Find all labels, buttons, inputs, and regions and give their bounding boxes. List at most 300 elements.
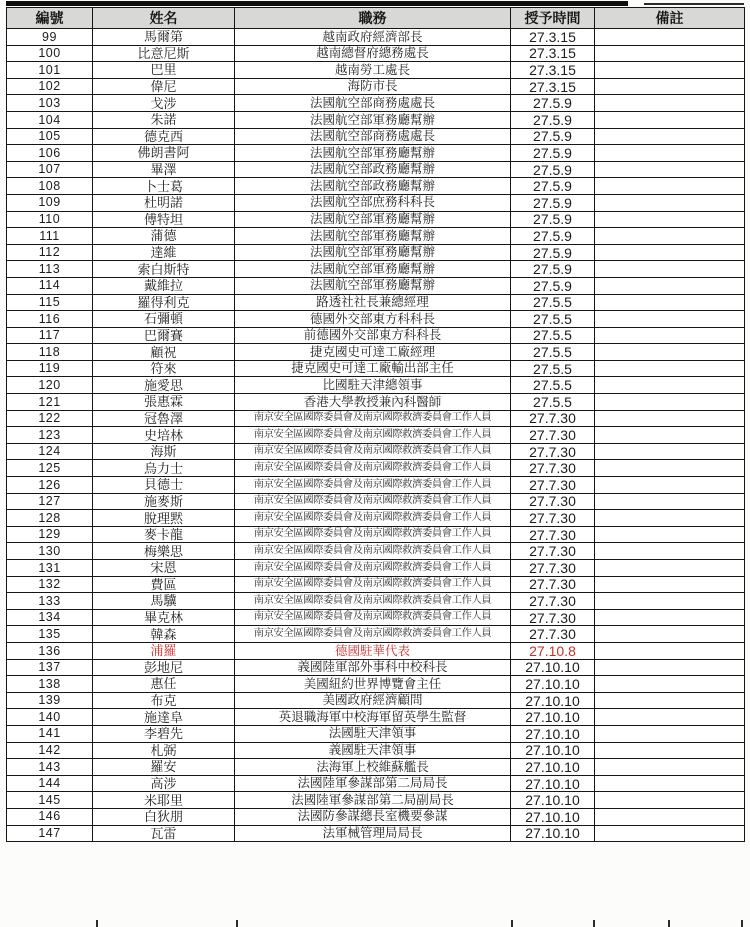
- row-position: 前德國外交部東方科科長: [235, 327, 511, 344]
- row-id: 103: [7, 95, 93, 112]
- row-name: 羅安: [93, 759, 235, 776]
- row-name: 脫理黙: [93, 510, 235, 527]
- row-date: 27.5.9: [511, 211, 595, 228]
- row-name: 羅得利克: [93, 294, 235, 311]
- row-id: 126: [7, 477, 93, 494]
- row-name: 烏力士: [93, 460, 235, 477]
- table-row: [7, 211, 745, 228]
- row-id: 109: [7, 194, 93, 211]
- row-id: 112: [7, 244, 93, 261]
- table-row: [7, 692, 745, 709]
- row-date: 27.5.5: [511, 344, 595, 361]
- row-date: 27.5.5: [511, 377, 595, 394]
- row-position: 南京安全區國際委員會及南京國際救濟委員會工作人員: [235, 626, 511, 643]
- table-row: [7, 62, 745, 79]
- scan-top-border-right: [644, 3, 744, 5]
- header-name: 姓名: [93, 8, 235, 29]
- row-note: [595, 377, 745, 394]
- row-id: 134: [7, 609, 93, 626]
- row-note: [595, 593, 745, 610]
- row-date: 27.7.30: [511, 493, 595, 510]
- table-row: [7, 642, 745, 659]
- row-name: 白狄朋: [93, 808, 235, 825]
- table-row: [7, 792, 745, 809]
- row-position: 越南政府經濟部長: [235, 29, 511, 46]
- row-position: 法國防參謀總長室機要參謀: [235, 808, 511, 825]
- row-date: 27.7.30: [511, 460, 595, 477]
- row-position: 比國駐天津總領事: [235, 377, 511, 394]
- row-note: [595, 460, 745, 477]
- row-position: 義國陸軍部外事科中校科長: [235, 659, 511, 676]
- row-note: [595, 560, 745, 577]
- table-row: [7, 825, 745, 842]
- table-row: [7, 45, 745, 62]
- next-page-column-stub: [236, 920, 238, 927]
- row-name: 布克: [93, 692, 235, 709]
- row-date: 27.10.10: [511, 759, 595, 776]
- row-name: 德克西: [93, 128, 235, 145]
- row-position: 南京安全區國際委員會及南京國際救濟委員會工作人員: [235, 427, 511, 444]
- row-date: 27.5.9: [511, 111, 595, 128]
- row-name: 傅特坦: [93, 211, 235, 228]
- table-row: [7, 725, 745, 742]
- table-row: [7, 560, 745, 577]
- row-note: [595, 294, 745, 311]
- row-name: 史培林: [93, 427, 235, 444]
- row-position: 法國航空部商務處處長: [235, 95, 511, 112]
- row-name: 偉尼: [93, 78, 235, 95]
- row-id: 102: [7, 78, 93, 95]
- row-name: 石彌頓: [93, 311, 235, 328]
- table-row: [7, 493, 745, 510]
- row-position: 南京安全區國際委員會及南京國際救濟委員會工作人員: [235, 543, 511, 560]
- row-name: 宋恩: [93, 560, 235, 577]
- row-note: [595, 742, 745, 759]
- row-id: 122: [7, 410, 93, 427]
- row-date: 27.5.9: [511, 128, 595, 145]
- row-date: 27.7.30: [511, 526, 595, 543]
- header-position: 職務: [235, 8, 511, 29]
- row-name: 比意尼斯: [93, 45, 235, 62]
- row-note: [595, 344, 745, 361]
- row-date: 27.5.9: [511, 95, 595, 112]
- table-row: [7, 526, 745, 543]
- row-date: 27.7.30: [511, 576, 595, 593]
- row-position: 法國航空部軍務廳幫辦: [235, 277, 511, 294]
- row-id: 123: [7, 427, 93, 444]
- table-body: [7, 29, 745, 842]
- row-name: 施麥斯: [93, 493, 235, 510]
- row-id: 128: [7, 510, 93, 527]
- table-row: [7, 427, 745, 444]
- row-note: [595, 178, 745, 195]
- row-name: 馬爾第: [93, 29, 235, 46]
- table-row: [7, 808, 745, 825]
- row-date: 27.10.8: [511, 642, 595, 659]
- row-position: 法國航空部軍務廳幫辦: [235, 211, 511, 228]
- row-id: 110: [7, 211, 93, 228]
- row-note: [595, 128, 745, 145]
- row-note: [595, 427, 745, 444]
- row-name: 彭地尼: [93, 659, 235, 676]
- row-note: [595, 775, 745, 792]
- row-note: [595, 510, 745, 527]
- row-id: 120: [7, 377, 93, 394]
- row-date: 27.10.10: [511, 725, 595, 742]
- row-name: 韓森: [93, 626, 235, 643]
- row-id: 117: [7, 327, 93, 344]
- row-date: 27.7.30: [511, 626, 595, 643]
- row-name: 達維: [93, 244, 235, 261]
- row-date: 27.10.10: [511, 792, 595, 809]
- row-name: 札弼: [93, 742, 235, 759]
- row-position: 捷克國史可達工廠輸出部主任: [235, 360, 511, 377]
- row-id: 129: [7, 526, 93, 543]
- table-row: [7, 759, 745, 776]
- table-row: [7, 261, 745, 278]
- row-date: 27.10.10: [511, 659, 595, 676]
- table-row: [7, 178, 745, 195]
- row-id: 113: [7, 261, 93, 278]
- row-date: 27.10.10: [511, 825, 595, 842]
- header-row: [7, 8, 745, 29]
- table-row: [7, 194, 745, 211]
- row-note: [595, 311, 745, 328]
- row-name: 蒲德: [93, 228, 235, 245]
- row-id: 107: [7, 161, 93, 178]
- row-position: 南京安全區國際委員會及南京國際救濟委員會工作人員: [235, 593, 511, 610]
- row-name: 梅樂思: [93, 543, 235, 560]
- row-position: 德國駐華代表: [235, 642, 511, 659]
- row-name: 惠任: [93, 676, 235, 693]
- row-id: 141: [7, 725, 93, 742]
- row-position: 法國航空部政務廳幫辦: [235, 161, 511, 178]
- row-id: 105: [7, 128, 93, 145]
- row-note: [595, 725, 745, 742]
- row-position: 法國航空部軍務廳幫辦: [235, 261, 511, 278]
- row-note: [595, 692, 745, 709]
- row-position: 南京安全區國際委員會及南京國際救濟委員會工作人員: [235, 460, 511, 477]
- row-note: [595, 261, 745, 278]
- table-row: [7, 593, 745, 610]
- table-row: [7, 410, 745, 427]
- row-name: 瓦雷: [93, 825, 235, 842]
- row-id: 146: [7, 808, 93, 825]
- row-position: 法國航空部商務處處長: [235, 128, 511, 145]
- row-position: 香港大學教授兼內科醫師: [235, 394, 511, 411]
- row-date: 27.7.30: [511, 560, 595, 577]
- row-id: 132: [7, 576, 93, 593]
- row-date: 27.7.30: [511, 510, 595, 527]
- header-note: 備註: [595, 8, 745, 29]
- row-id: 136: [7, 642, 93, 659]
- row-name: 施愛思: [93, 377, 235, 394]
- row-note: [595, 360, 745, 377]
- row-note: [595, 676, 745, 693]
- row-date: 27.7.30: [511, 477, 595, 494]
- row-id: 143: [7, 759, 93, 776]
- row-name: 馬驥: [93, 593, 235, 610]
- row-date: 27.5.9: [511, 161, 595, 178]
- row-id: 108: [7, 178, 93, 195]
- row-name: 浦羅: [93, 642, 235, 659]
- table-row: [7, 161, 745, 178]
- row-date: 27.7.30: [511, 410, 595, 427]
- row-date: 27.7.30: [511, 593, 595, 610]
- row-note: [595, 659, 745, 676]
- row-position: 德國外交部東方科科長: [235, 311, 511, 328]
- row-id: 140: [7, 709, 93, 726]
- row-date: 27.10.10: [511, 709, 595, 726]
- header-date: 授予時間: [511, 8, 595, 29]
- row-note: [595, 443, 745, 460]
- row-name: 戴維拉: [93, 277, 235, 294]
- row-position: 法海軍上校維蘇艦長: [235, 759, 511, 776]
- table-row: [7, 294, 745, 311]
- table-row: [7, 277, 745, 294]
- row-date: 27.10.10: [511, 742, 595, 759]
- row-name: 高涉: [93, 775, 235, 792]
- row-position: 法國航空部軍務廳幫辦: [235, 145, 511, 162]
- row-position: 南京安全區國際委員會及南京國際救濟委員會工作人員: [235, 526, 511, 543]
- row-position: 美國政府經濟顧問: [235, 692, 511, 709]
- table-row: [7, 311, 745, 328]
- table-row: [7, 477, 745, 494]
- table-row: [7, 344, 745, 361]
- row-position: 法國航空部庶務科科長: [235, 194, 511, 211]
- row-note: [595, 543, 745, 560]
- table-row: [7, 394, 745, 411]
- row-position: 南京安全區國際委員會及南京國際救濟委員會工作人員: [235, 493, 511, 510]
- row-name: 巴里: [93, 62, 235, 79]
- row-date: 27.5.5: [511, 360, 595, 377]
- row-id: 111: [7, 228, 93, 245]
- row-name: 李碧先: [93, 725, 235, 742]
- row-date: 27.7.30: [511, 609, 595, 626]
- table-row: [7, 360, 745, 377]
- row-note: [595, 394, 745, 411]
- row-position: 捷克國史可達工廠經理: [235, 344, 511, 361]
- row-name: 符來: [93, 360, 235, 377]
- row-id: 130: [7, 543, 93, 560]
- row-name: 畢克林: [93, 609, 235, 626]
- table-row: [7, 709, 745, 726]
- row-id: 139: [7, 692, 93, 709]
- row-note: [595, 709, 745, 726]
- row-id: 137: [7, 659, 93, 676]
- table-row: [7, 327, 745, 344]
- row-date: 27.5.9: [511, 145, 595, 162]
- row-note: [595, 145, 745, 162]
- row-id: 118: [7, 344, 93, 361]
- next-page-column-stub: [593, 920, 595, 927]
- table-row: [7, 775, 745, 792]
- row-note: [595, 576, 745, 593]
- table-row: [7, 111, 745, 128]
- row-id: 121: [7, 394, 93, 411]
- row-name: 張惠霖: [93, 394, 235, 411]
- row-position: 南京安全區國際委員會及南京國際救濟委員會工作人員: [235, 560, 511, 577]
- scan-top-border: [6, 1, 628, 6]
- next-page-column-stub: [96, 920, 98, 927]
- table-row: [7, 78, 745, 95]
- row-id: 147: [7, 825, 93, 842]
- row-id: 145: [7, 792, 93, 809]
- row-position: 南京安全區國際委員會及南京國際救濟委員會工作人員: [235, 410, 511, 427]
- table-row: [7, 29, 745, 46]
- row-note: [595, 477, 745, 494]
- row-id: 116: [7, 311, 93, 328]
- row-position: 法國陸軍參謀部第二局局長: [235, 775, 511, 792]
- row-note: [595, 759, 745, 776]
- row-date: 27.5.5: [511, 327, 595, 344]
- row-position: 法國航空部軍務廳幫辦: [235, 228, 511, 245]
- row-position: 法軍械管理局局長: [235, 825, 511, 842]
- row-note: [595, 642, 745, 659]
- row-position: 法國航空部政務廳幫辦: [235, 178, 511, 195]
- row-note: [595, 410, 745, 427]
- table-row: [7, 676, 745, 693]
- row-id: 131: [7, 560, 93, 577]
- row-position: 義國駐天津領事: [235, 742, 511, 759]
- row-name: 畢澤: [93, 161, 235, 178]
- table-row: [7, 626, 745, 643]
- row-note: [595, 526, 745, 543]
- row-id: 100: [7, 45, 93, 62]
- row-id: 99: [7, 29, 93, 46]
- row-name: 海斯: [93, 443, 235, 460]
- row-id: 127: [7, 493, 93, 510]
- table-row: [7, 95, 745, 112]
- row-name: 費區: [93, 576, 235, 593]
- medal-recipients-table: [6, 7, 745, 842]
- row-name: 卜士葛: [93, 178, 235, 195]
- row-id: 104: [7, 111, 93, 128]
- table-row: [7, 377, 745, 394]
- row-date: 27.5.5: [511, 394, 595, 411]
- table-row: [7, 609, 745, 626]
- row-name: 顧祝: [93, 344, 235, 361]
- row-note: [595, 825, 745, 842]
- row-id: 135: [7, 626, 93, 643]
- row-note: [595, 327, 745, 344]
- row-note: [595, 244, 745, 261]
- row-position: 法國航空部軍務廳幫辦: [235, 244, 511, 261]
- row-position: 越南總督府總務處長: [235, 45, 511, 62]
- row-name: 戈涉: [93, 95, 235, 112]
- row-date: 27.10.10: [511, 676, 595, 693]
- row-id: 106: [7, 145, 93, 162]
- row-date: 27.5.5: [511, 311, 595, 328]
- row-position: 法國航空部軍務廳幫辦: [235, 111, 511, 128]
- row-note: [595, 493, 745, 510]
- row-position: 南京安全區國際委員會及南京國際救濟委員會工作人員: [235, 576, 511, 593]
- row-position: 英退職海軍中校海軍留英學生監督: [235, 709, 511, 726]
- row-position: 海防市長: [235, 78, 511, 95]
- table-row: [7, 443, 745, 460]
- row-position: 法國陸軍參謀部第二局副局長: [235, 792, 511, 809]
- table-row: [7, 145, 745, 162]
- row-note: [595, 808, 745, 825]
- row-note: [595, 277, 745, 294]
- row-date: 27.7.30: [511, 543, 595, 560]
- row-name: 佛朗書阿: [93, 145, 235, 162]
- row-note: [595, 228, 745, 245]
- row-date: 27.10.10: [511, 808, 595, 825]
- table-row: [7, 510, 745, 527]
- row-note: [595, 194, 745, 211]
- row-id: 115: [7, 294, 93, 311]
- row-date: 27.3.15: [511, 62, 595, 79]
- row-position: 南京安全區國際委員會及南京國際救濟委員會工作人員: [235, 477, 511, 494]
- table-row: [7, 460, 745, 477]
- row-name: 杜明諾: [93, 194, 235, 211]
- row-date: 27.10.10: [511, 775, 595, 792]
- row-note: [595, 45, 745, 62]
- row-note: [595, 792, 745, 809]
- row-name: 巴爾賽: [93, 327, 235, 344]
- row-date: 27.10.10: [511, 692, 595, 709]
- table-row: [7, 742, 745, 759]
- row-date: 27.5.9: [511, 178, 595, 195]
- row-id: 124: [7, 443, 93, 460]
- row-name: 施達阜: [93, 709, 235, 726]
- row-date: 27.3.15: [511, 45, 595, 62]
- row-position: 法國駐天津領事: [235, 725, 511, 742]
- table-row: [7, 576, 745, 593]
- row-date: 27.3.15: [511, 29, 595, 46]
- row-name: 麥卡龍: [93, 526, 235, 543]
- row-date: 27.7.30: [511, 427, 595, 444]
- row-note: [595, 609, 745, 626]
- next-page-column-stub: [511, 920, 513, 927]
- table-row: [7, 228, 745, 245]
- table-row: [7, 659, 745, 676]
- row-date: 27.3.15: [511, 78, 595, 95]
- row-name: 索白斯特: [93, 261, 235, 278]
- row-date: 27.7.30: [511, 443, 595, 460]
- row-date: 27.5.9: [511, 244, 595, 261]
- row-id: 133: [7, 593, 93, 610]
- row-position: 南京安全區國際委員會及南京國際救濟委員會工作人員: [235, 609, 511, 626]
- row-position: 美國紐約世界博覽會主任: [235, 676, 511, 693]
- row-note: [595, 62, 745, 79]
- row-date: 27.5.9: [511, 277, 595, 294]
- row-note: [595, 111, 745, 128]
- row-id: 114: [7, 277, 93, 294]
- table-row: [7, 244, 745, 261]
- row-note: [595, 211, 745, 228]
- row-name: 米耶里: [93, 792, 235, 809]
- table-row: [7, 128, 745, 145]
- row-id: 119: [7, 360, 93, 377]
- row-note: [595, 95, 745, 112]
- row-date: 27.5.5: [511, 294, 595, 311]
- header-id: 編號: [7, 8, 93, 29]
- next-page-column-stub: [668, 920, 670, 927]
- row-note: [595, 29, 745, 46]
- next-page-column-stub: [741, 920, 743, 927]
- row-name: 朱諾: [93, 111, 235, 128]
- row-date: 27.5.9: [511, 261, 595, 278]
- row-date: 27.5.9: [511, 194, 595, 211]
- row-position: 南京安全區國際委員會及南京國際救濟委員會工作人員: [235, 510, 511, 527]
- row-position: 南京安全區國際委員會及南京國際救濟委員會工作人員: [235, 443, 511, 460]
- row-id: 101: [7, 62, 93, 79]
- row-id: 125: [7, 460, 93, 477]
- row-note: [595, 78, 745, 95]
- row-id: 142: [7, 742, 93, 759]
